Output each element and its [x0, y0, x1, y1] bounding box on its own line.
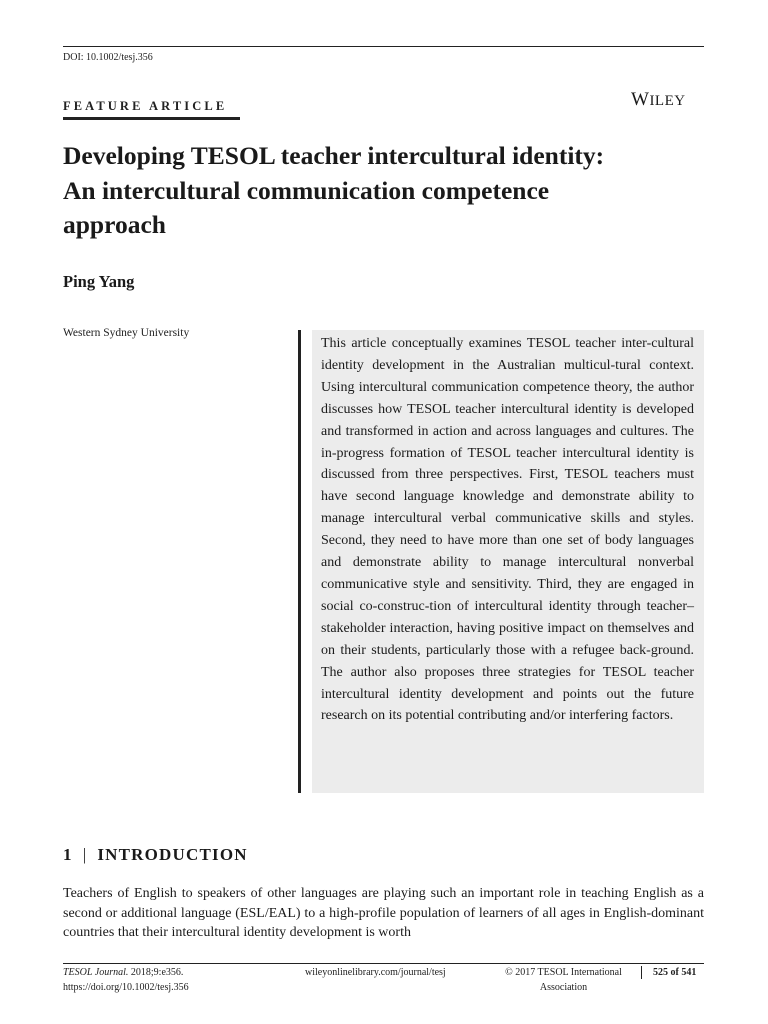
publisher-logo-initial: W: [631, 89, 650, 110]
introduction-paragraph: Teachers of English to speakers of other languages are playing such an important role in teaching English as a second or additional language (ESL/EAL) to a high-profile population of learners of all ages in English-dominant countries that their intercultural identity development is worth: [63, 886, 704, 940]
section-heading: [63, 845, 248, 865]
title-line-2: An intercultural communication competence: [63, 175, 550, 205]
footer-rule: [63, 963, 704, 964]
doi-label: DOI: 10.1002/tesj.356: [63, 52, 153, 63]
publisher-logo-rest: ILEY: [649, 93, 686, 109]
footer-journal-citation: 2018;9:e356.: [128, 967, 184, 978]
author-affiliation: Western Sydney University: [63, 327, 190, 339]
header-rule: [63, 46, 704, 47]
feature-article-label: FEATURE ARTICLE: [63, 99, 228, 113]
publisher-logo: [631, 89, 686, 111]
title-line-1: Developing TESOL teacher intercultural identity:: [63, 141, 605, 170]
feature-label-underline: [63, 117, 240, 120]
section-number: 1: [63, 845, 73, 864]
author-name: Ping Yang: [63, 272, 135, 291]
copyright-line-2: Association: [539, 982, 588, 993]
footer-divider: [641, 966, 642, 979]
copyright-line-1: © 2017 TESOL International: [505, 967, 622, 978]
page-range: 525 of 541: [653, 967, 697, 978]
footer-copyright: [497, 965, 630, 995]
footer-doi-link[interactable]: https://doi.org/10.1002/tesj.356: [63, 982, 189, 993]
footer-website-link[interactable]: wileyonlinelibrary.com/journal/tesj: [305, 967, 446, 978]
article-title: [63, 139, 723, 243]
section-separator: |: [82, 845, 88, 864]
footer-journal-name: TESOL Journal.: [63, 967, 129, 978]
section-title: INTRODUCTION: [97, 845, 248, 864]
title-line-3: approach: [63, 210, 166, 239]
footer-citation: [63, 965, 189, 995]
abstract-side-bar: [298, 330, 301, 793]
abstract-text: This article conceptually examines TESOL teacher inter-cultural identity development in the Australian multicul-tural context. Using intercultural communication competence theory, the author discusses how TESOL teacher intercultural identity is developed and transformed in action and across languages and cultures. The in-progress formation of TESOL teacher intercultural identity is discussed from three perspectives. First, TESOL teachers must have second language knowledge and demonstrate ability to manage intercultural verbal communicative skills and styles. Second, they need to have more than one set of body languages and demonstrate ability to manage intercultural nonverbal communicative style and sensitivity. Third, they are engaged in social co-construc-tion of intercultural identity through teacher–stakeholder interaction, having positive impact on themselves and on their students, particularly those with a refugee back-ground. The author also proposes three strategies for TESOL teacher intercultural identity development and points out the future research on its potential contributing and/or interfering factors.: [321, 336, 694, 724]
